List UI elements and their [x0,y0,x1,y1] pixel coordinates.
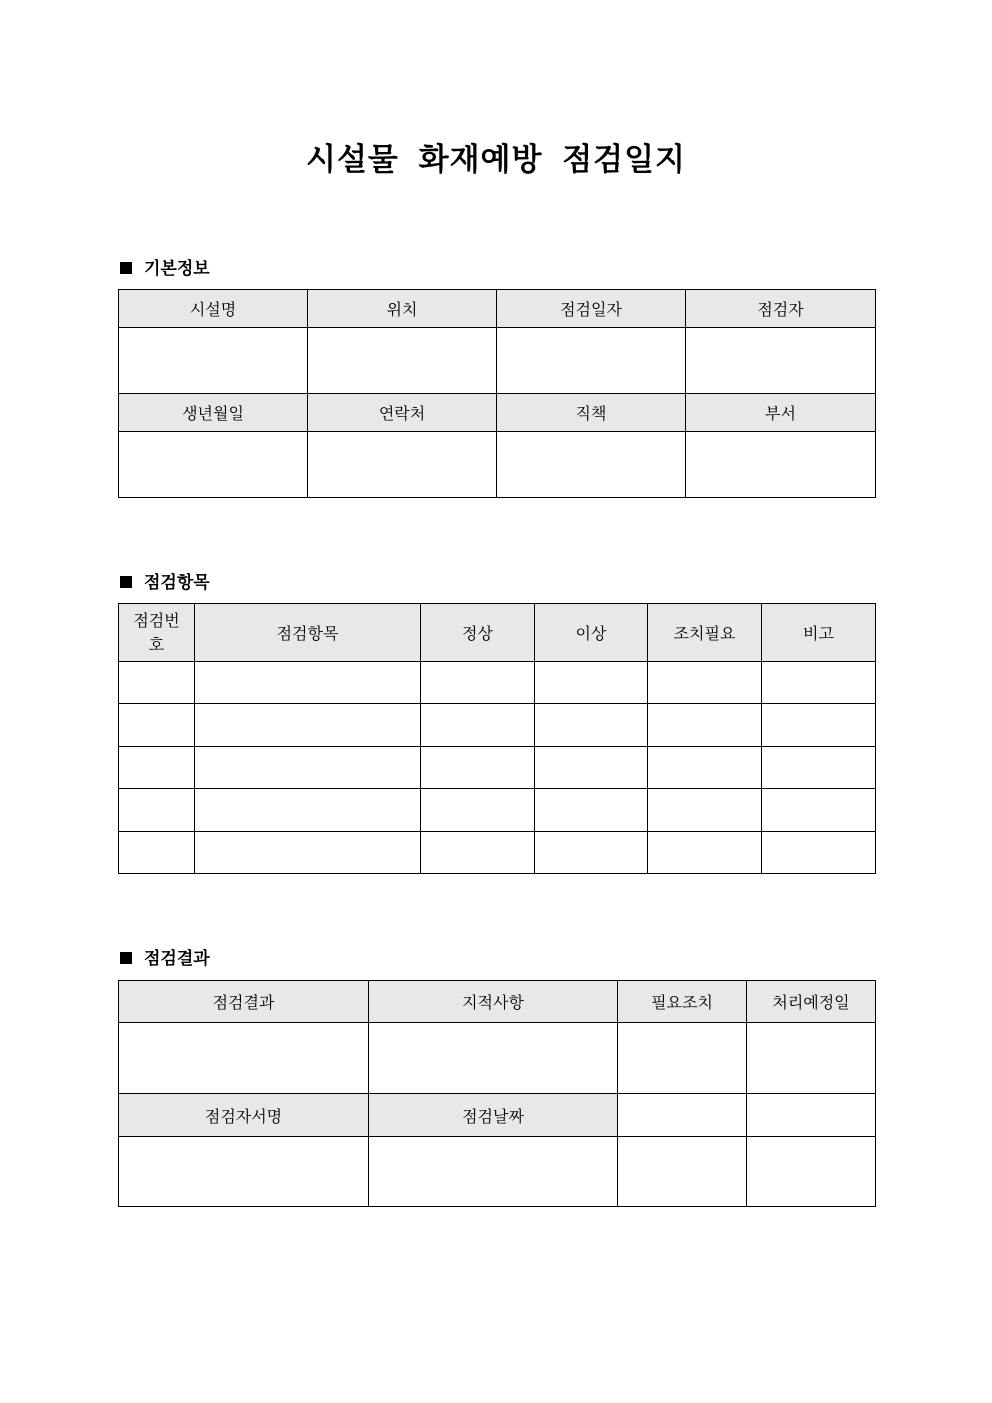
input-cell-action[interactable] [648,832,762,874]
table-row [119,662,876,704]
input-cell-normal[interactable] [421,662,535,704]
input-cell-extra-3[interactable] [618,1137,747,1207]
input-cell-abnormal[interactable] [535,832,648,874]
header-cell-action-needed: 조치필요 [648,604,762,662]
header-cell-item-number [119,604,195,662]
header-cell-facility-name: 시설명 [119,290,308,328]
header-cell-scheduled-date: 처리예정일 [747,981,876,1023]
input-row [119,432,876,498]
input-cell-check-date[interactable] [369,1137,618,1207]
input-cell-remarks[interactable] [762,662,876,704]
input-cell-action[interactable] [648,747,762,789]
input-cell-remarks[interactable] [762,704,876,747]
input-cell-abnormal[interactable] [535,704,648,747]
header-row [119,394,876,432]
input-cell-birth-date[interactable] [119,432,308,498]
table-row [119,832,876,874]
table-row [119,747,876,789]
input-cell-contact[interactable] [308,432,497,498]
input-cell-inspector-signature[interactable] [119,1137,369,1207]
header-row [119,1094,876,1137]
input-cell-required-action[interactable] [618,1023,747,1094]
input-cell-scheduled-date[interactable] [747,1023,876,1094]
input-cell-action[interactable] [648,704,762,747]
square-bullet-icon [120,952,132,964]
input-cell-action[interactable] [648,789,762,832]
section-heading-label: 기본정보 [144,259,210,279]
input-cell-inspection-date[interactable] [497,328,686,394]
input-cell-number[interactable] [119,662,195,704]
input-cell-number[interactable] [119,704,195,747]
input-cell-extra-2[interactable] [747,1094,876,1137]
header-row [119,981,876,1023]
input-cell-abnormal[interactable] [535,662,648,704]
header-cell-contact: 연락처 [308,394,497,432]
header-cell-position: 직책 [497,394,686,432]
input-cell-item[interactable] [195,789,421,832]
square-bullet-icon [120,262,132,274]
input-cell-number[interactable] [119,789,195,832]
input-cell-facility-name[interactable] [119,328,308,394]
header-cell-required-action: 필요조치 [618,981,747,1023]
input-cell-location[interactable] [308,328,497,394]
input-cell-extra-4[interactable] [747,1137,876,1207]
input-cell-position[interactable] [497,432,686,498]
input-cell-department[interactable] [686,432,876,498]
input-row [119,328,876,394]
input-cell-abnormal[interactable] [535,789,648,832]
header-cell-location: 위치 [308,290,497,328]
header-row [119,290,876,328]
header-cell-department: 부서 [686,394,876,432]
input-row [119,1023,876,1094]
input-cell-remarks[interactable] [762,747,876,789]
input-cell-action[interactable] [648,662,762,704]
document-title: 시설물 화재예방 점검일지 [306,142,686,178]
section-heading-label: 점검항목 [144,573,210,593]
input-cell-remarks[interactable] [762,832,876,874]
header-cell-findings: 지적사항 [369,981,618,1023]
header-cell-item-number-label: 점검번호 [133,610,180,654]
input-cell-normal[interactable] [421,704,535,747]
input-cell-item[interactable] [195,662,421,704]
input-cell-abnormal[interactable] [535,747,648,789]
input-cell-item[interactable] [195,832,421,874]
input-cell-result[interactable] [119,1023,369,1094]
check-results-table [118,980,876,1207]
header-cell-normal: 정상 [421,604,535,662]
header-cell-result: 점검결과 [119,981,369,1023]
square-bullet-icon [120,576,132,588]
input-cell-extra-1[interactable] [618,1094,747,1137]
input-cell-findings[interactable] [369,1023,618,1094]
section-heading-check-results [120,944,210,969]
header-cell-abnormal: 이상 [535,604,648,662]
input-cell-item[interactable] [195,704,421,747]
input-cell-inspector[interactable] [686,328,876,394]
header-cell-check-item: 점검항목 [195,604,421,662]
header-cell-inspection-date: 점검일자 [497,290,686,328]
table-row [119,789,876,832]
header-cell-check-date: 점검날짜 [369,1094,618,1137]
section-heading-check-items [120,568,210,593]
check-items-table [118,603,876,874]
input-cell-normal[interactable] [421,832,535,874]
section-heading-basic-info [120,254,210,279]
table-row [119,704,876,747]
header-cell-birth-date: 생년월일 [119,394,308,432]
input-cell-number[interactable] [119,832,195,874]
header-row [119,604,876,662]
input-cell-item[interactable] [195,747,421,789]
header-cell-inspector-signature: 점검자서명 [119,1094,369,1137]
input-cell-remarks[interactable] [762,789,876,832]
input-cell-normal[interactable] [421,747,535,789]
input-row [119,1137,876,1207]
input-cell-normal[interactable] [421,789,535,832]
basic-info-table [118,289,876,498]
section-heading-label: 점검결과 [144,949,210,969]
input-cell-number[interactable] [119,747,195,789]
header-cell-inspector: 점검자 [686,290,876,328]
header-cell-remarks: 비고 [762,604,876,662]
